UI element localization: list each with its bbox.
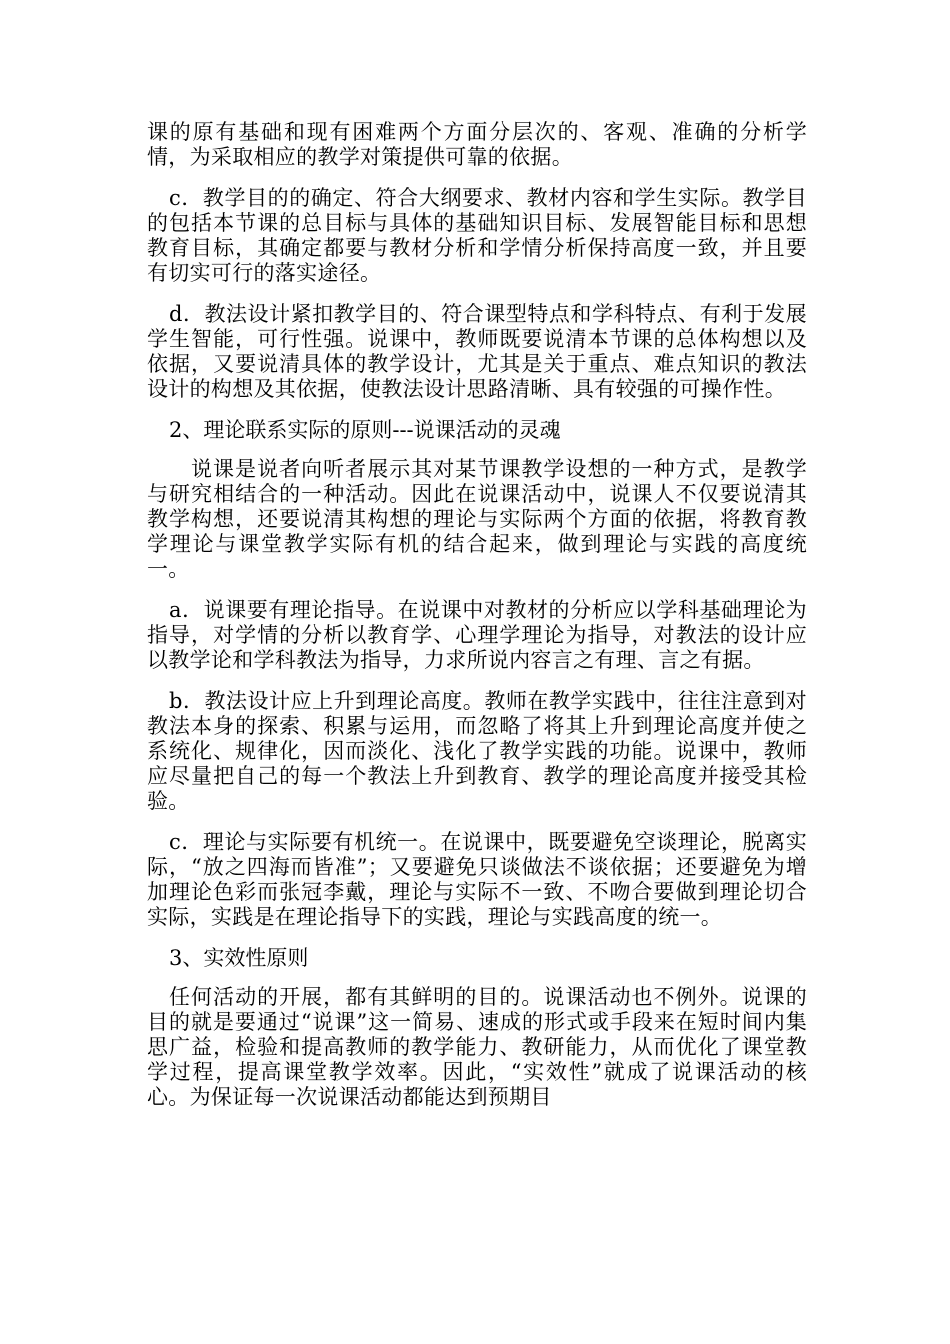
paragraph-6: b．教法设计应上升到理论高度。教师在教学实践中，往往注意到对教法本身的探索、积累与运用，而忽略了将其上升到理论高度并使之系统化、规律化，因而淡化、浅化了教学实践的功能。说课中，教师应尽量把自己的每一个教法上升到教育、教学的理论高度并接受其检验。 (147, 689, 807, 813)
paragraph-8: 任何活动的开展，都有其鲜明的目的。说课活动也不例外。说课的目的就是要通过“说课”这一简易、速成的形式或手段来在短时间内集思广益，检验和提高教师的教学能力、教研能力，从而优化了课堂教学过程，提高课堂教学效率。因此，“实效性”就成了说课活动的核心。为保证每一次说课活动都能达到预期目 (147, 985, 807, 1109)
document-body (147, 120, 807, 1120)
paragraph-4: 说课是说者向听者展示其对某节课教学设想的一种方式，是教学与研究相结合的一种活动。因此在说课活动中，说课人不仅要说清其教学构想，还要说清其构想的理论与实际两个方面的依据，将教育教学理论与课堂教学实际有机的结合起来，做到理论与实践的高度统一。 (147, 457, 807, 581)
section-heading-2: 2、理论联系实际的原则---说课活动的灵魂 (169, 418, 561, 442)
paragraph-3: d．教法设计紧扣教学目的、符合课型特点和学科特点、有利于发展学生智能，可行性强。说课中，教师既要说清本节课的总体构想以及依据，又要说清具体的教学设计，尤其是关于重点、难点知识的教法设计的构想及其依据，使教法设计思路清晰、具有较强的可操作性。 (147, 302, 807, 401)
section-heading-3: 3、实效性原则 (169, 946, 309, 970)
paragraph-1: 课的原有基础和现有困难两个方面分层次的、客观、准确的分析学情，为采取相应的教学对策提供可靠的依据。 (147, 120, 807, 169)
paragraph-2: c．教学目的的确定、符合大纲要求、教材内容和学生实际。教学目的包括本节课的总目标与具体的基础知识目标、发展智能目标和思想教育目标，其确定都要与教材分析和学情分析保持高度一致，并且要有切实可行的落实途径。 (147, 186, 807, 285)
paragraph-5: a．说课要有理论指导。在说课中对教材的分析应以学科基础理论为指导，对学情的分析以教育学、心理学理论为指导，对教法的设计应以教学论和学科教法为指导，力求所说内容言之有理、言之有据。 (147, 598, 807, 672)
paragraph-7: c．理论与实际要有机统一。在说课中，既要避免空谈理论，脱离实际，“放之四海而皆准”；又要避免只谈做法不谈依据；还要避免为增加理论色彩而张冠李戴，理论与实际不一致、不吻合要做到理论切合实际，实践是在理论指导下的实践，理论与实践高度的统一。 (147, 830, 807, 929)
